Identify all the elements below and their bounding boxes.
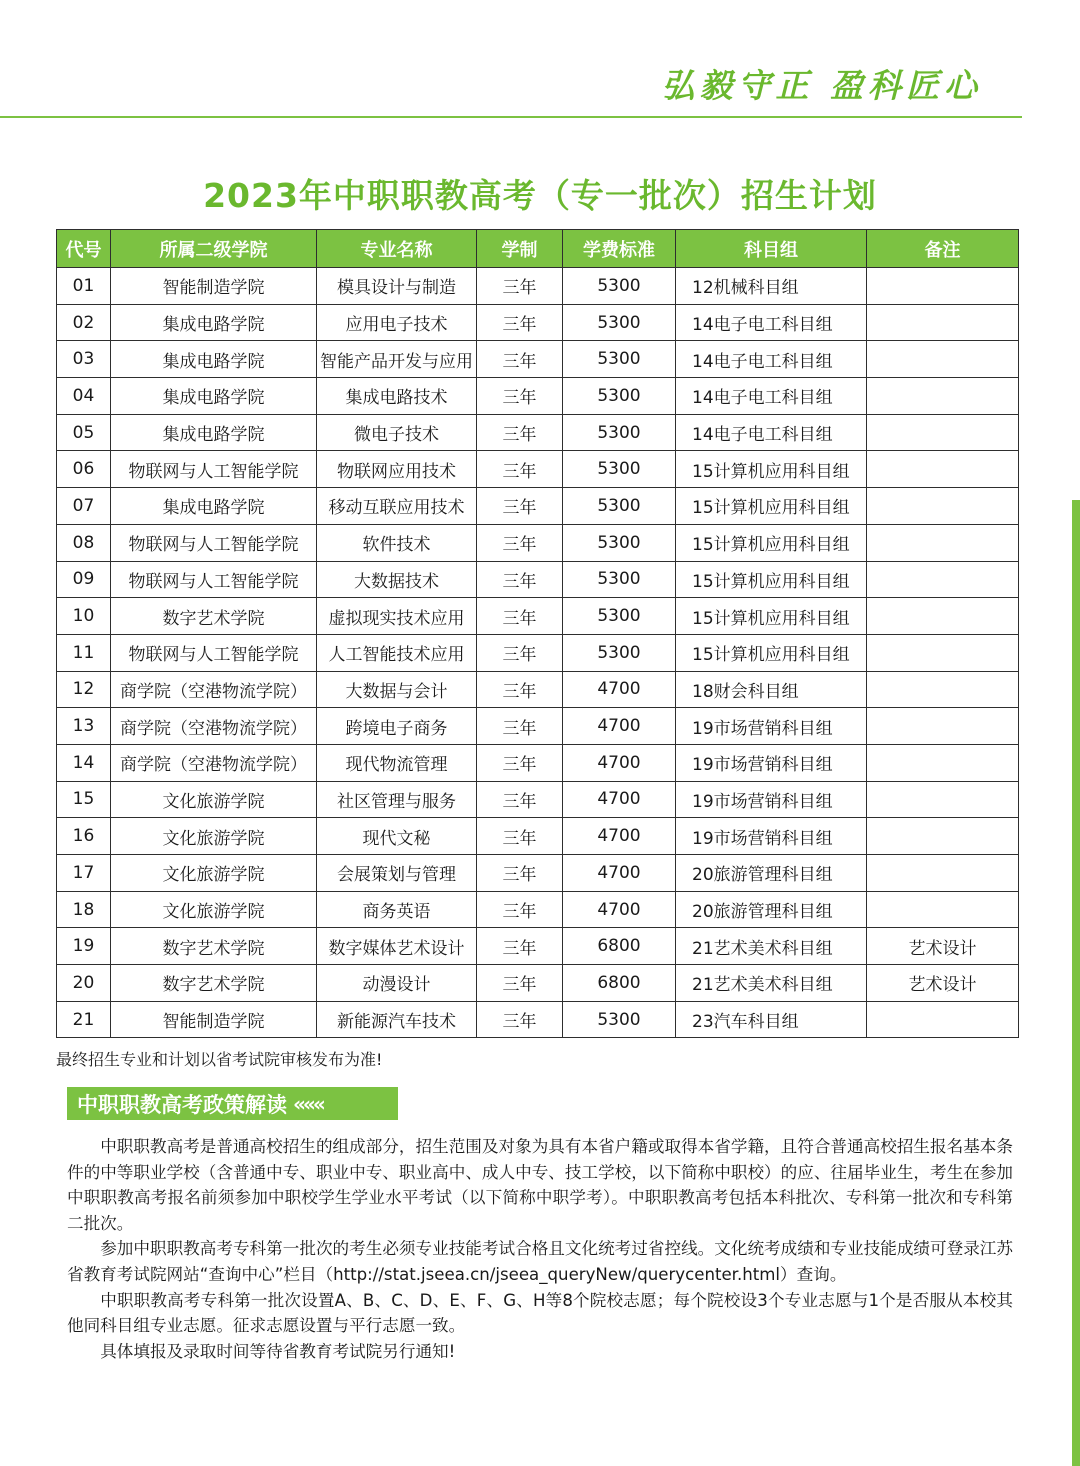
cell-duration: 三年: [477, 451, 563, 488]
cell-subject-group: 20旅游管理科目组: [676, 891, 867, 928]
cell-tuition: 5300: [563, 378, 676, 415]
cell-subject-group: 14电子电工科目组: [676, 414, 867, 451]
policy-section-heading: [67, 1087, 398, 1120]
cell-college: 集成电路学院: [111, 378, 317, 415]
cell-major: 数字媒体艺术设计: [317, 928, 477, 965]
cell-code: 15: [57, 781, 111, 818]
cell-remarks: [867, 855, 1019, 892]
table-row: [57, 524, 1019, 561]
table-row: [57, 744, 1019, 781]
cell-college: 数字艺术学院: [111, 965, 317, 1002]
policy-paragraph: 具体填报及录取时间等待省教育考试院另行通知!: [100, 1341, 456, 1361]
cell-college: 集成电路学院: [111, 304, 317, 341]
cell-duration: 三年: [477, 304, 563, 341]
cell-remarks: 艺术设计: [867, 928, 1019, 965]
cell-code: 14: [57, 744, 111, 781]
cell-college: 数字艺术学院: [111, 928, 317, 965]
cell-college: 数字艺术学院: [111, 598, 317, 635]
policy-heading-text: 中职职教高考政策解读: [77, 1092, 287, 1117]
cell-subject-group: 21艺术美术科目组: [676, 928, 867, 965]
cell-subject-group: 14电子电工科目组: [676, 378, 867, 415]
table-row: [57, 671, 1019, 708]
cell-subject-group: 19市场营销科目组: [676, 781, 867, 818]
cell-college: 文化旅游学院: [111, 818, 317, 855]
cell-major: 跨境电子商务: [317, 708, 477, 745]
header-divider: [0, 116, 1022, 118]
cell-code: 02: [57, 304, 111, 341]
table-row: [57, 488, 1019, 525]
cell-code: 13: [57, 708, 111, 745]
cell-major: 微电子技术: [317, 414, 477, 451]
cell-tuition: 4700: [563, 708, 676, 745]
cell-major: 集成电路技术: [317, 378, 477, 415]
cell-tuition: 6800: [563, 928, 676, 965]
cell-subject-group: 23汽车科目组: [676, 1001, 867, 1038]
cell-college: 智能制造学院: [111, 268, 317, 305]
column-header-code: 代号: [57, 230, 111, 268]
table-header-row: [57, 230, 1019, 268]
cell-tuition: 5300: [563, 561, 676, 598]
cell-tuition: 4700: [563, 891, 676, 928]
cell-college: 集成电路学院: [111, 488, 317, 525]
cell-code: 10: [57, 598, 111, 635]
table-row: [57, 304, 1019, 341]
cell-major: 人工智能技术应用: [317, 634, 477, 671]
cell-tuition: 4700: [563, 671, 676, 708]
cell-college: 物联网与人工智能学院: [111, 634, 317, 671]
policy-paragraph: 中职职教高考是普通高校招生的组成部分，招生范围及对象为具有本省户籍或取得本省学籍，且符合普通高校招生报名基本条件的中等职业学校（含普通中专、职业中专、职业高中、成人中专、技工学校，以下简称中职校）的应、往届毕业生，考生在参加中职职教高考报名前须参加中职校学生学业水平考试（以下简称中职学考）。中职职教高考包括本科批次、专科第一批次和专科第二批次。: [67, 1137, 1013, 1233]
cell-duration: 三年: [477, 891, 563, 928]
cell-code: 21: [57, 1001, 111, 1038]
cell-tuition: 5300: [563, 414, 676, 451]
cell-remarks: [867, 268, 1019, 305]
cell-college: 集成电路学院: [111, 414, 317, 451]
table-row: [57, 855, 1019, 892]
cell-subject-group: 15计算机应用科目组: [676, 488, 867, 525]
table-row: [57, 598, 1019, 635]
policy-paragraph: 参加中职职教高考专科第一批次的考生必须专业技能考试合格且文化统考过省控线。文化统考成绩和专业技能成绩可登录江苏省教育考试院网站“查询中心”栏目（http://stat.jseea.cn/jseea_queryNew/querycenter.html）查询。: [67, 1239, 1013, 1284]
column-header-tuition: 学费标准: [563, 230, 676, 268]
cell-college: 智能制造学院: [111, 1001, 317, 1038]
cell-remarks: [867, 378, 1019, 415]
cell-code: 01: [57, 268, 111, 305]
table-row: [57, 341, 1019, 378]
cell-subject-group: 15计算机应用科目组: [676, 561, 867, 598]
cell-remarks: [867, 598, 1019, 635]
cell-code: 20: [57, 965, 111, 1002]
table-row: [57, 965, 1019, 1002]
cell-major: 现代文秘: [317, 818, 477, 855]
cell-remarks: [867, 1001, 1019, 1038]
cell-duration: 三年: [477, 414, 563, 451]
table-row: [57, 708, 1019, 745]
cell-subject-group: 15计算机应用科目组: [676, 598, 867, 635]
cell-college: 物联网与人工智能学院: [111, 561, 317, 598]
cell-remarks: [867, 671, 1019, 708]
cell-tuition: 5300: [563, 451, 676, 488]
cell-code: 09: [57, 561, 111, 598]
cell-code: 07: [57, 488, 111, 525]
cell-remarks: [867, 524, 1019, 561]
table-row: [57, 378, 1019, 415]
page-title: 2023年中职职教高考（专一批次）招生计划: [203, 176, 877, 215]
cell-remarks: [867, 708, 1019, 745]
cell-code: 12: [57, 671, 111, 708]
cell-subject-group: 21艺术美术科目组: [676, 965, 867, 1002]
cell-college: 集成电路学院: [111, 341, 317, 378]
cell-major: 移动互联应用技术: [317, 488, 477, 525]
cell-remarks: [867, 304, 1019, 341]
cell-major: 模具设计与制造: [317, 268, 477, 305]
cell-college: 商学院（空港物流学院）: [111, 744, 317, 781]
cell-tuition: 5300: [563, 268, 676, 305]
cell-duration: 三年: [477, 708, 563, 745]
cell-major: 大数据与会计: [317, 671, 477, 708]
cell-duration: 三年: [477, 598, 563, 635]
cell-code: 06: [57, 451, 111, 488]
cell-code: 16: [57, 818, 111, 855]
cell-tuition: 4700: [563, 744, 676, 781]
cell-duration: 三年: [477, 855, 563, 892]
cell-remarks: [867, 744, 1019, 781]
cell-duration: 三年: [477, 1001, 563, 1038]
cell-duration: 三年: [477, 341, 563, 378]
cell-college: 商学院（空港物流学院）: [111, 671, 317, 708]
cell-code: 08: [57, 524, 111, 561]
table-row: [57, 928, 1019, 965]
cell-tuition: 6800: [563, 965, 676, 1002]
table-row: [57, 781, 1019, 818]
column-header-college: 所属二级学院: [111, 230, 317, 268]
cell-remarks: [867, 891, 1019, 928]
header-slogan: 弘毅守正 盈科匠心: [661, 66, 982, 105]
table-row: [57, 268, 1019, 305]
cell-college: 物联网与人工智能学院: [111, 524, 317, 561]
cell-remarks: [867, 341, 1019, 378]
cell-duration: 三年: [477, 744, 563, 781]
cell-major: 新能源汽车技术: [317, 1001, 477, 1038]
cell-major: 应用电子技术: [317, 304, 477, 341]
cell-subject-group: 14电子电工科目组: [676, 304, 867, 341]
cell-subject-group: 20旅游管理科目组: [676, 855, 867, 892]
cell-subject-group: 19市场营销科目组: [676, 708, 867, 745]
cell-remarks: [867, 451, 1019, 488]
cell-tuition: 5300: [563, 634, 676, 671]
cell-tuition: 5300: [563, 524, 676, 561]
policy-text: [67, 1134, 1013, 1364]
cell-remarks: [867, 561, 1019, 598]
table-row: [57, 891, 1019, 928]
cell-college: 商学院（空港物流学院）: [111, 708, 317, 745]
table-row: [57, 634, 1019, 671]
cell-college: 物联网与人工智能学院: [111, 451, 317, 488]
cell-duration: 三年: [477, 378, 563, 415]
cell-duration: 三年: [477, 488, 563, 525]
cell-duration: 三年: [477, 634, 563, 671]
column-header-major: 专业名称: [317, 230, 477, 268]
cell-duration: 三年: [477, 781, 563, 818]
footnote: 最终招生专业和计划以省考试院审核发布为准!: [56, 1050, 383, 1069]
cell-college: 文化旅游学院: [111, 891, 317, 928]
table-row: [57, 561, 1019, 598]
table-row: [57, 1001, 1019, 1038]
cell-major: 大数据技术: [317, 561, 477, 598]
cell-tuition: 4700: [563, 818, 676, 855]
cell-duration: 三年: [477, 561, 563, 598]
decorative-side-strip: [1072, 500, 1080, 1466]
cell-remarks: 艺术设计: [867, 965, 1019, 1002]
cell-duration: 三年: [477, 965, 563, 1002]
cell-major: 社区管理与服务: [317, 781, 477, 818]
table-row: [57, 818, 1019, 855]
cell-tuition: 5300: [563, 598, 676, 635]
table-row: [57, 414, 1019, 451]
cell-major: 物联网应用技术: [317, 451, 477, 488]
cell-major: 智能产品开发与应用: [317, 341, 477, 378]
cell-remarks: [867, 414, 1019, 451]
cell-code: 05: [57, 414, 111, 451]
policy-paragraph: 中职职教高考专科第一批次设置A、B、C、D、E、F、G、H等8个院校志愿；每个院校设3个专业志愿与1个是否服从本校其他同科目组专业志愿。征求志愿设置与平行志愿一致。: [67, 1290, 1013, 1336]
chevron-left-icon: «««: [293, 1091, 323, 1116]
cell-duration: 三年: [477, 524, 563, 561]
cell-duration: 三年: [477, 671, 563, 708]
cell-code: 17: [57, 855, 111, 892]
cell-subject-group: 12机械科目组: [676, 268, 867, 305]
cell-tuition: 5300: [563, 1001, 676, 1038]
cell-code: 19: [57, 928, 111, 965]
cell-subject-group: 18财会科目组: [676, 671, 867, 708]
cell-remarks: [867, 634, 1019, 671]
cell-code: 18: [57, 891, 111, 928]
cell-major: 现代物流管理: [317, 744, 477, 781]
cell-major: 商务英语: [317, 891, 477, 928]
cell-duration: 三年: [477, 818, 563, 855]
cell-duration: 三年: [477, 928, 563, 965]
cell-major: 会展策划与管理: [317, 855, 477, 892]
cell-code: 11: [57, 634, 111, 671]
cell-subject-group: 19市场营销科目组: [676, 818, 867, 855]
column-header-remarks: 备注: [867, 230, 1019, 268]
cell-remarks: [867, 818, 1019, 855]
cell-remarks: [867, 781, 1019, 818]
cell-tuition: 5300: [563, 341, 676, 378]
table-body: [57, 268, 1019, 1038]
table-row: [57, 451, 1019, 488]
cell-subject-group: 15计算机应用科目组: [676, 634, 867, 671]
cell-tuition: 5300: [563, 304, 676, 341]
column-header-duration: 学制: [477, 230, 563, 268]
cell-major: 动漫设计: [317, 965, 477, 1002]
cell-tuition: 4700: [563, 855, 676, 892]
cell-code: 03: [57, 341, 111, 378]
column-header-subject-group: 科目组: [676, 230, 867, 268]
cell-college: 文化旅游学院: [111, 855, 317, 892]
cell-remarks: [867, 488, 1019, 525]
cell-major: 虚拟现实技术应用: [317, 598, 477, 635]
cell-tuition: 5300: [563, 488, 676, 525]
cell-subject-group: 15计算机应用科目组: [676, 524, 867, 561]
cell-college: 文化旅游学院: [111, 781, 317, 818]
cell-duration: 三年: [477, 268, 563, 305]
cell-subject-group: 15计算机应用科目组: [676, 451, 867, 488]
cell-code: 04: [57, 378, 111, 415]
cell-subject-group: 14电子电工科目组: [676, 341, 867, 378]
enrollment-plan-table: [56, 229, 1019, 1038]
cell-tuition: 4700: [563, 781, 676, 818]
cell-major: 软件技术: [317, 524, 477, 561]
cell-subject-group: 19市场营销科目组: [676, 744, 867, 781]
